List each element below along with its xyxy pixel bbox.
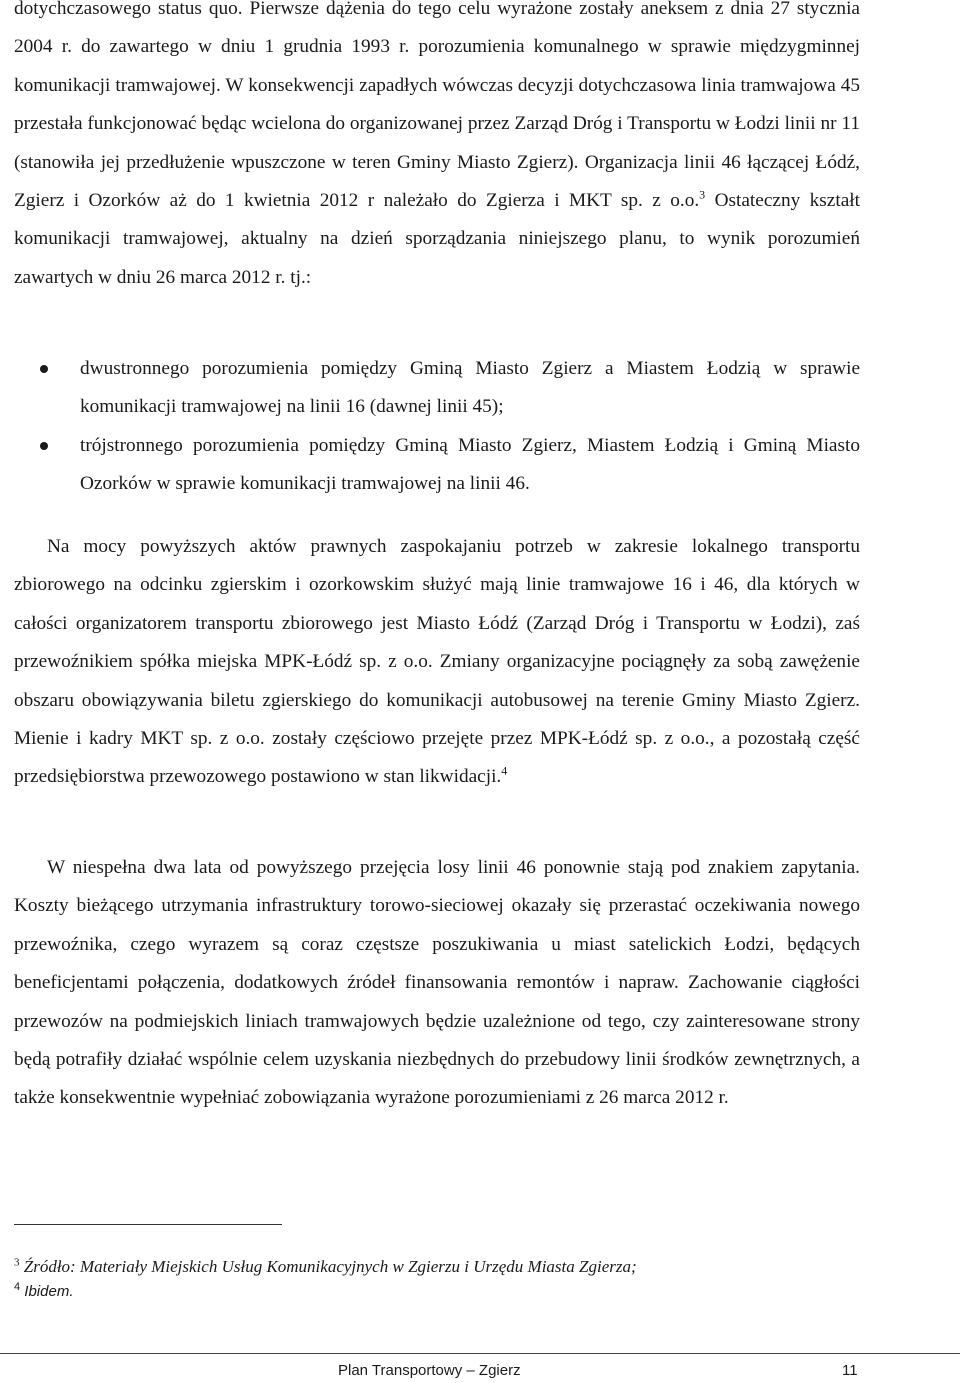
footnote-3	[14, 1255, 637, 1279]
footnote-ref-4[interactable]: 4	[501, 764, 508, 779]
footnote-3-text: Źródło: Materiały Miejskich Usług Komunikacyjnych w Zgierzu i Urzędu Miasta Zgierza;	[19, 1257, 637, 1276]
paragraph-2-text: Na mocy powyższych aktów prawnych zaspokajaniu potrzeb w zakresie lokalnego transportu zbiorowego na odcinku zgierskim i ozorkowskim służyć mają linie tramwajowe 16 i 46, dla których w całości organizatorem transportu zbiorowego jest Miasto Łódź (Zarząd Dróg i Transportu w Łodzi), zaś przewoźnikiem spółka miejska MPK-Łódź sp. z o.o. Zmiany organizacyjne pociągnęły za sobą zawężenie obszaru obowiązywania biletu zgierskiego do komunikacji autobusowej na terenie Gminy Miasto Zgierz. Mienie i kadry MKT sp. z o.o. zostały częściowo przejęte przez MPK-Łódź sp. z o.o., a pozostałą część przedsiębiorstwa przewozowego postawiono w stan likwidacji.	[14, 536, 860, 788]
bullet-list	[0, 350, 860, 504]
page-number: 11	[842, 1362, 858, 1379]
footer-divider	[0, 1353, 960, 1354]
bullet-icon	[40, 365, 48, 373]
list-item-text: dwustronnego porozumienia pomiędzy Gminą Miasto Zgierz a Miastem Łodzią w sprawie komunikacji tramwajowej na linii 16 (dawnej linii 45);	[80, 358, 860, 418]
list-item	[0, 350, 860, 427]
list-item-text: trójstronnego porozumienia pomiędzy Gminą Miasto Zgierz, Miastem Łodzią i Gminą Miasto Ozorków w sprawie komunikacji tramwajowej na linii 46.	[80, 434, 860, 495]
footnote-ref-3[interactable]: 3	[699, 187, 706, 202]
paragraph-1	[14, 0, 860, 297]
footnote-mark-4: 4	[14, 1281, 21, 1293]
footnote-divider	[14, 1224, 282, 1225]
footer-title: Plan Transportowy – Zgierz	[338, 1362, 521, 1379]
footnote-4-text: Ibidem.	[20, 1283, 74, 1300]
paragraph-1-text-a: dotychczasowego status quo. Pierwsze dążenia do tego celu wyrażone zostały aneksem z dnia 27 stycznia 2004 r. do zawartego w dniu 1 grudnia 1993 r. porozumienia komunalnego w sprawie międzygminnej komunikacji tramwajowej. W konsekwencji zapadłych wówczas decyzji dotychczasowa linia tramwajowa 45 przestała funkcjonować będąc wcielona do organizowanej przez Zarząd Dróg i Transportu w Łodzi linii nr 11 (stanowiła jej przedłużenie wpuszczone w teren Gminy Miasto Zgierz). Organizacja linii 46 łączącej Łódź, Zgierz i Ozorków aż do 1 kwietnia 2012 r należało do Zgierza i MKT sp. z o.o.	[14, 0, 860, 212]
paragraph-2	[14, 528, 860, 797]
bullet-icon	[40, 442, 48, 450]
paragraph-1-text-b: Ostateczny kształt komunikacji tramwajowej, aktualny na dzień sporządzania niniejszego planu, to wynik porozumień zawartych w dniu 26 marca 2012 r. tj.:	[14, 190, 860, 288]
footnote-mark-3: 3	[14, 1256, 20, 1269]
paragraph-3: W niespełna dwa lata od powyższego przejęcia losy linii 46 ponownie stają pod znakiem zapytania. Koszty bieżącego utrzymania infrastruktury torowo-sieciowej okazały się przerastać oczekiwania nowego przewoźnika, czego wyrazem są coraz częstsze poszukiwania u miast satelickich Łodzi, będących beneficjentami połączenia, dodatkowych źródeł finansowania remontów i napraw. Zachowanie ciągłości przewozów na podmiejskich liniach tramwajowych będzie uzależnione od tego, czy zainteresowane strony będą potrafiły działać wspólnie celem uzyskania niezbędnych do przebudowy linii środków zewnętrznych, a także konsekwentnie wypełniać zobowiązania wyrażone porozumieniami z 26 marca 2012 r.	[14, 857, 860, 1109]
list-item	[0, 427, 860, 504]
footnote-4	[14, 1280, 73, 1304]
